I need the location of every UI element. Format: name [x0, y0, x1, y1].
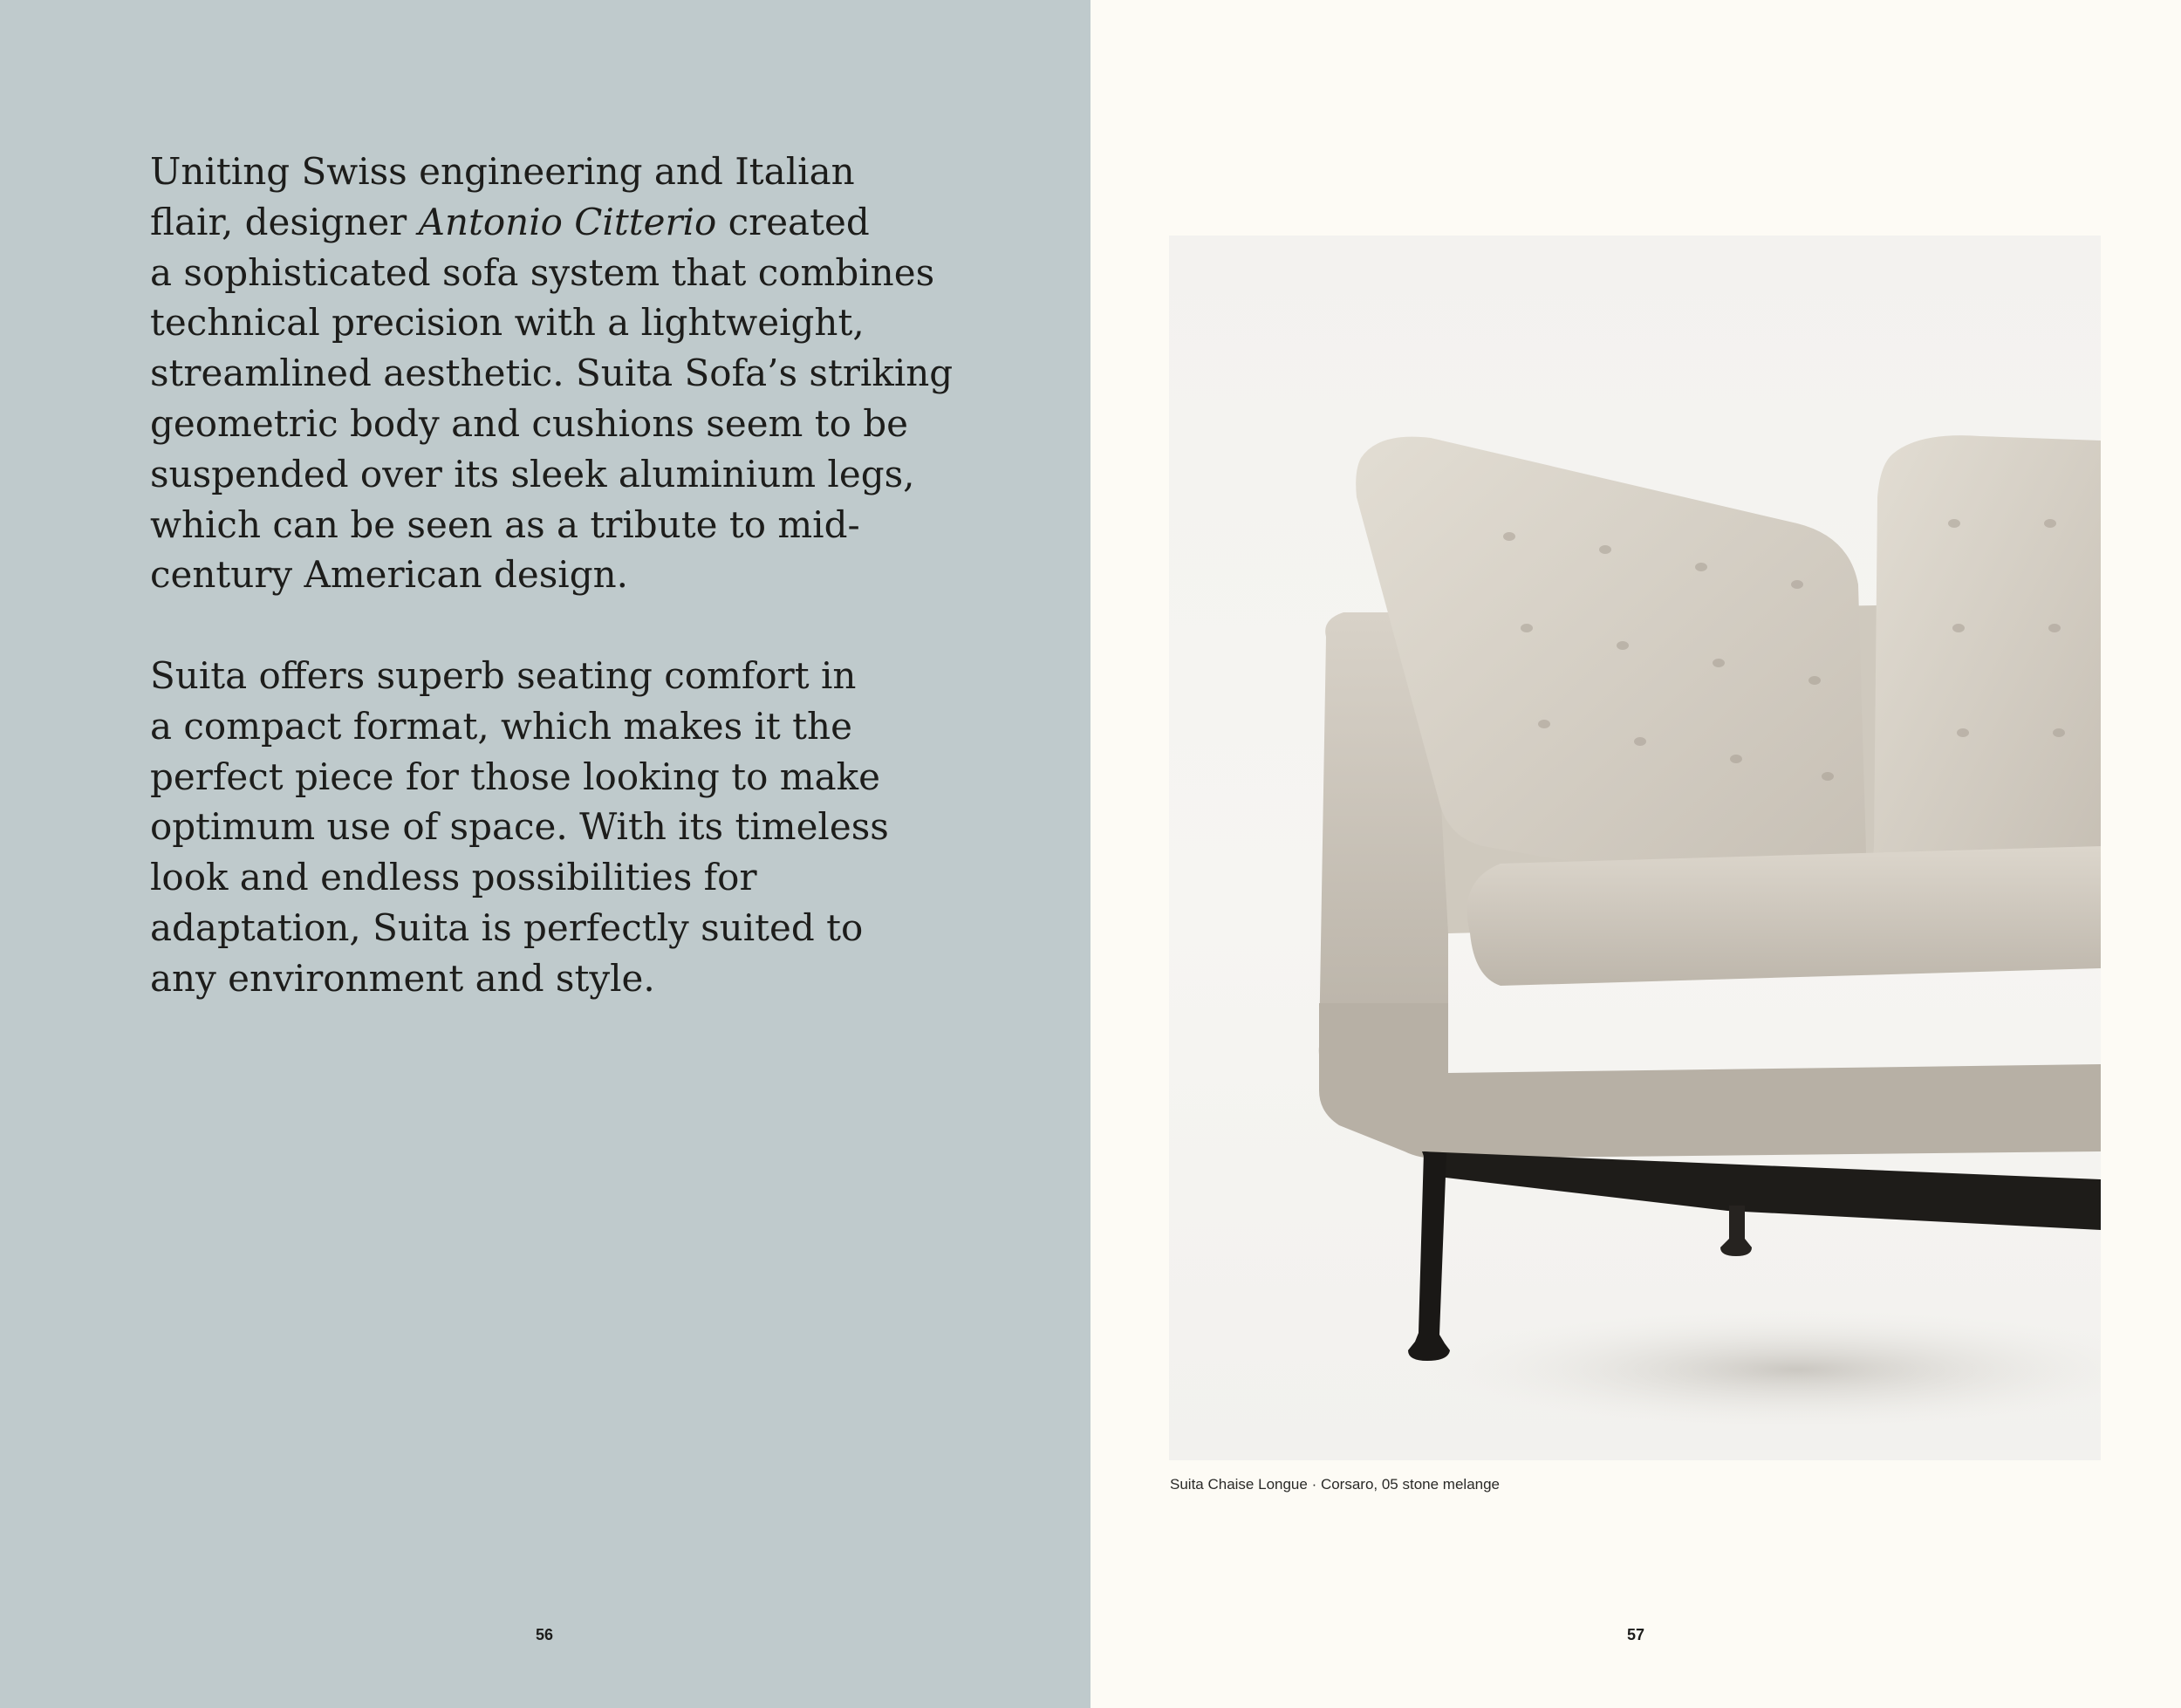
metal-rail [1422, 1151, 2101, 1230]
sofa-photo [1169, 236, 2101, 1460]
body-text [150, 147, 954, 1004]
text-line: perfect piece for those looking to make [150, 755, 880, 798]
text-line: technical precision with a lightweight, [150, 301, 865, 345]
right-back-cushion [1874, 435, 2102, 885]
paragraph-1 [150, 147, 954, 600]
text-line: any environment and style. [150, 956, 655, 1000]
image-caption: Suita Chaise Longue · Corsaro, 05 stone melange [1170, 1476, 1501, 1493]
page-number-right: 57 [1626, 1626, 1645, 1643]
paragraph-2 [150, 651, 935, 1004]
designer-name: Antonio Citterio [418, 200, 717, 243]
text-line: look and endless possibilities for [150, 856, 757, 899]
sofa-leg-front [1408, 1151, 1450, 1361]
text-line: suspended over its sleek aluminium legs, [150, 452, 915, 495]
seat-cushion [1467, 846, 2101, 986]
text-line: geometric body and cushions seem to be [150, 401, 908, 445]
sofa-leg-rear [1720, 1206, 1752, 1256]
page-number-left: 56 [535, 1626, 554, 1643]
text-line: Suita offers superb seating comfort in [150, 653, 857, 697]
text-line: a compact format, which makes it the [150, 704, 852, 748]
text-line: Uniting Swiss engineering and Italian [150, 150, 855, 193]
text-line: streamlined aesthetic. Suita Sofa’s striking [150, 352, 954, 395]
sofa-base [1319, 1003, 2101, 1158]
left-page [0, 0, 1090, 1708]
text-line: optimum use of space. With its timeless [150, 805, 889, 849]
text-line: flair, designer Antonio Citterio created [150, 200, 870, 243]
text-line: adaptation, Suita is perfectly suited to [150, 905, 864, 949]
floor-shadow [1422, 1308, 2101, 1431]
text-line: century American design. [150, 553, 629, 597]
text-line: which can be seen as a tribute to mid- [150, 502, 860, 546]
text-line: a sophisticated sofa system that combines [150, 250, 935, 294]
